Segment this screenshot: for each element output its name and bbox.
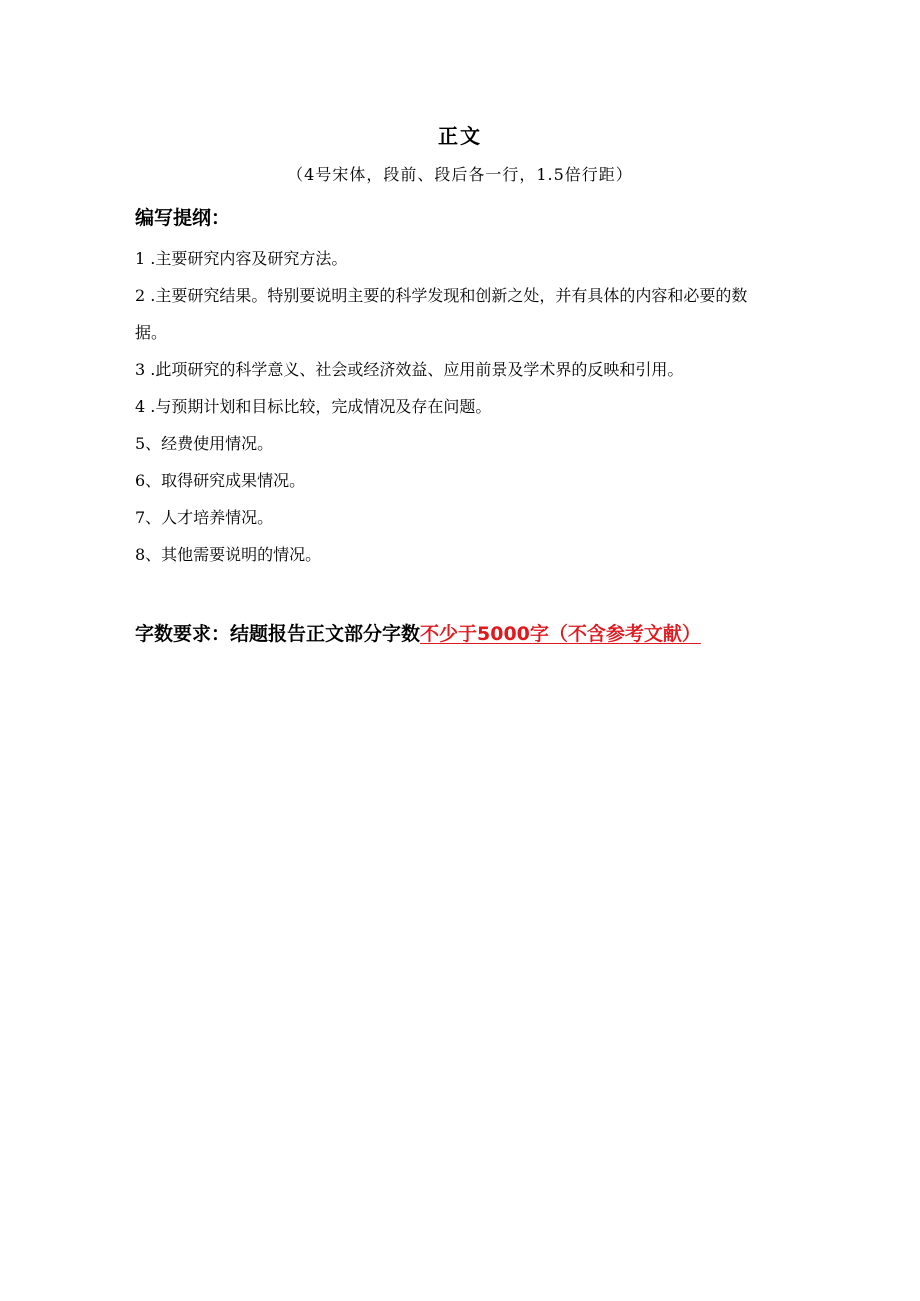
requirement-highlight: 不少于5000字（不含参考文献） [420, 623, 701, 645]
outline-item-7: 7、人才培养情况。 [135, 508, 274, 527]
outline-item-2: 2 .主要研究结果。特别要说明主要的科学发现和创新之处，并有具体的内容和必要的数据。 [135, 286, 748, 342]
page-title: 正文 [438, 124, 482, 148]
outline-item-8: 8、其他需要说明的情况。 [135, 545, 322, 564]
outline-item-6: 6、取得研究成果情况。 [135, 471, 306, 490]
requirement-prefix: 字数要求：结题报告正文部分字数 [135, 623, 421, 645]
outline-item-3: 3 .此项研究的科学意义、社会或经济效益、应用前景及学术界的反映和引用。 [135, 360, 684, 379]
outline-item-4: 4 .与预期计划和目标比较，完成情况及存在问题。 [135, 397, 492, 416]
word-count-requirement [135, 619, 701, 646]
outline-item-1: 1 .主要研究内容及研究方法。 [135, 249, 348, 268]
format-note: （4号宋体，段前、段后各一行，1.5倍行距） [287, 165, 633, 184]
outline-item-5: 5、经费使用情况。 [135, 434, 274, 453]
outline-heading: 编写提纲： [135, 207, 231, 229]
outline-list [135, 240, 775, 573]
